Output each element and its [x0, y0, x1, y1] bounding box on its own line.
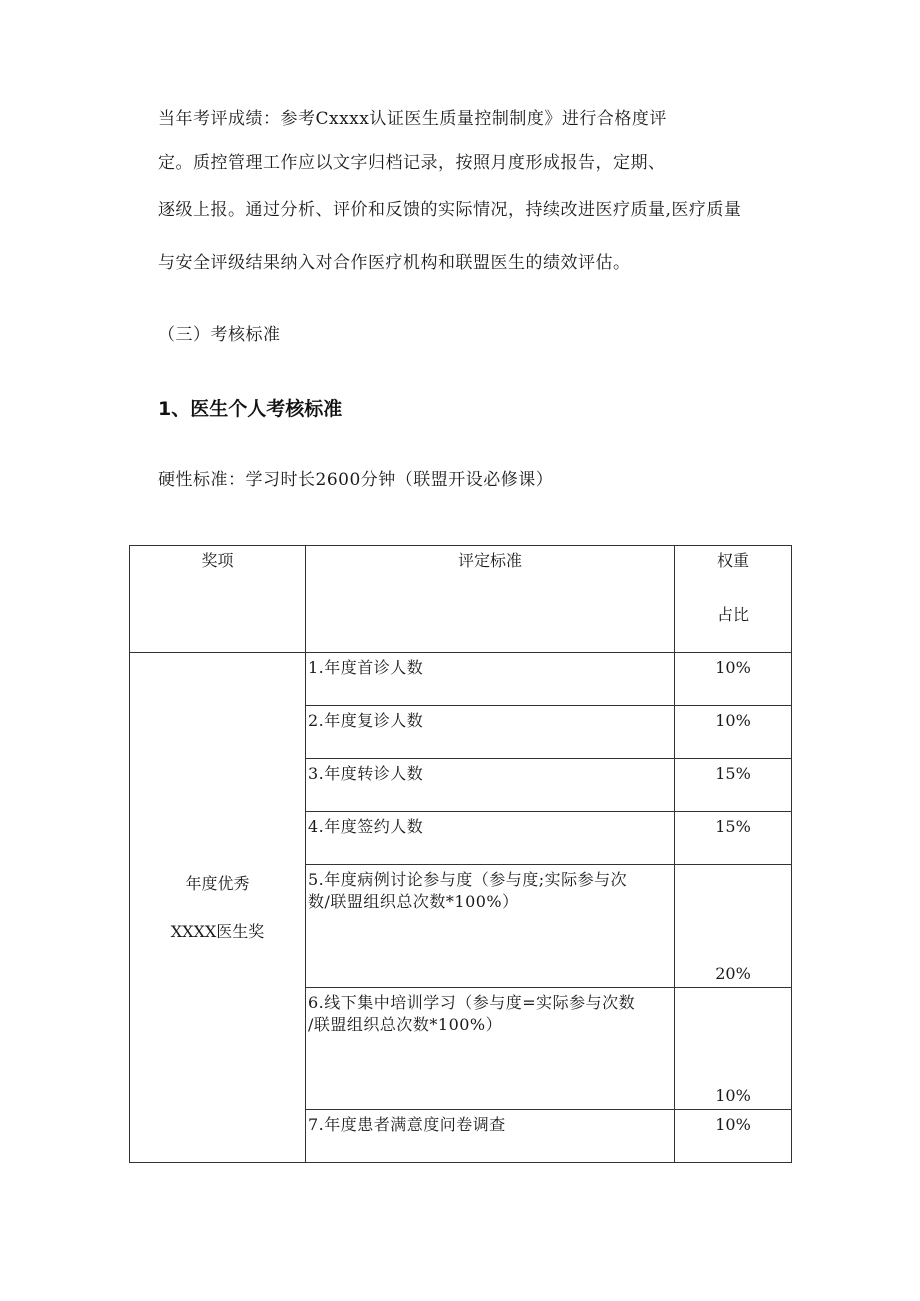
criteria-cell: 2.年度复诊人数 — [306, 706, 675, 759]
award-name-line2: XXXX医生奖 — [170, 921, 265, 941]
criteria-line-2: /联盟组织总次数*100%） — [308, 1015, 503, 1034]
header-weight-line2: 占比 — [716, 605, 749, 624]
criteria-line-1: 6.线下集中培训学习（参与度=实际参与次数 — [308, 993, 636, 1012]
criteria-cell: 1.年度首诊人数 — [306, 653, 675, 706]
paragraph-line-1: 当年考评成绩：参考Cxxxx认证医生质量控制制度》进行合格度评 — [158, 109, 667, 129]
hard-standard: 硬性标准：学习时长2600分钟（联盟开设必修课） — [158, 470, 554, 490]
criteria-cell — [306, 988, 675, 1110]
weight-cell: 15% — [675, 812, 792, 865]
weight-cell: 10% — [675, 706, 792, 759]
criteria-cell: 4.年度签约人数 — [306, 812, 675, 865]
header-weight — [675, 546, 792, 653]
weight-cell: 10% — [675, 988, 792, 1110]
criteria-cell: 3.年度转诊人数 — [306, 759, 675, 812]
criteria-cell: 7.年度患者满意度问卷调查 — [306, 1110, 675, 1163]
header-weight-line1: 权重 — [716, 551, 749, 570]
weight-cell: 15% — [675, 759, 792, 812]
subsection-title: 1、医生个人考核标准 — [158, 398, 343, 420]
weight-cell: 10% — [675, 1110, 792, 1163]
criteria-line-1: 5.年度病例讨论参与度（参与度;实际参与次 — [308, 870, 628, 889]
award-name-cell — [130, 653, 306, 1163]
assessment-table — [129, 545, 792, 1163]
paragraph-line-2: 定。质控管理工作应以文字归档记录，按照月度形成报告，定期、 — [158, 153, 666, 173]
table-row — [130, 653, 792, 706]
weight-cell: 10% — [675, 653, 792, 706]
criteria-line-2: 数/联盟组织总次数*100%） — [308, 892, 519, 911]
paragraph-line-3: 逐级上报。通过分析、评价和反馈的实际情况，持续改进医疗质量,医疗质量 — [158, 200, 742, 220]
paragraph-line-4: 与安全评级结果纳入对合作医疗机构和联盟医生的绩效评估。 — [158, 253, 631, 273]
section-title: （三）考核标准 — [158, 325, 281, 345]
table-header-row — [130, 546, 792, 653]
award-name-line1: 年度优秀 — [185, 873, 250, 893]
weight-cell: 20% — [675, 865, 792, 988]
criteria-cell — [306, 865, 675, 988]
header-criteria: 评定标准 — [306, 546, 675, 653]
header-award: 奖项 — [130, 546, 306, 653]
